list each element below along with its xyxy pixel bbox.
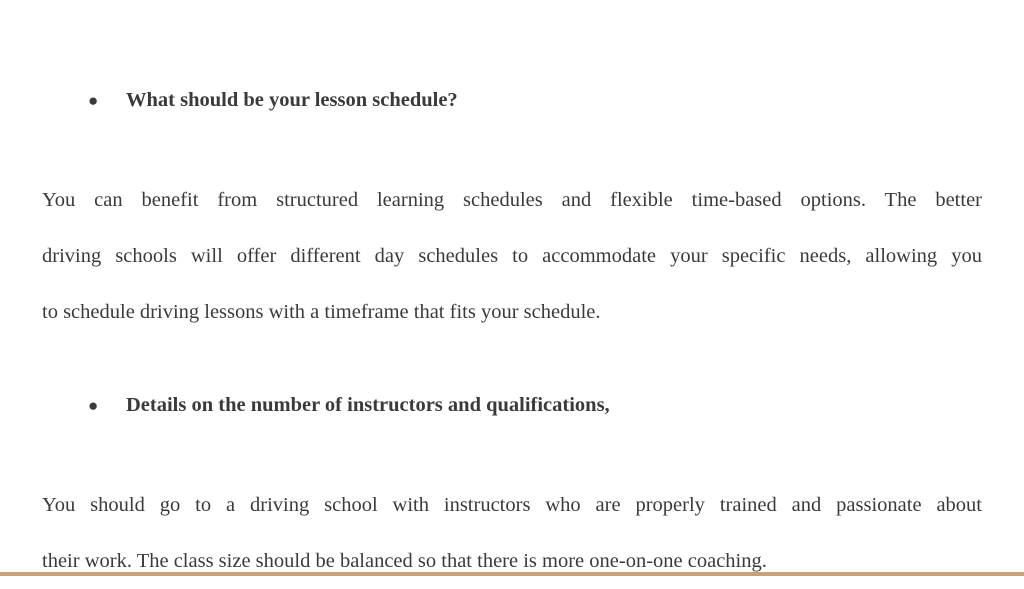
- paragraph-line: You can benefit from structured learning schedules and flexible time-based options. The better: [42, 189, 982, 211]
- bullet-heading-2: [88, 394, 610, 417]
- paragraph-line: You should go to a driving school with instructors who are properly trained and passionate about: [42, 494, 982, 516]
- paragraph-line: to schedule driving lessons with a timeframe that fits your schedule.: [42, 301, 601, 323]
- bullet-dot-icon: ●: [88, 396, 99, 415]
- paragraph-line: driving schools will offer different day schedules to accommodate your specific needs, allowing you: [42, 245, 982, 267]
- accent-bar: [0, 572, 1024, 576]
- bullet-heading-1: [88, 89, 458, 112]
- heading-lesson-schedule: What should be your lesson schedule?: [126, 89, 458, 111]
- heading-instructors: Details on the number of instructors and qualifications,: [126, 394, 610, 416]
- paragraph-lesson-schedule: [42, 172, 982, 340]
- paragraph-line: their work. The class size should be balanced so that there is more one-on-one coaching.: [42, 550, 767, 572]
- bullet-dot-icon: ●: [88, 91, 99, 110]
